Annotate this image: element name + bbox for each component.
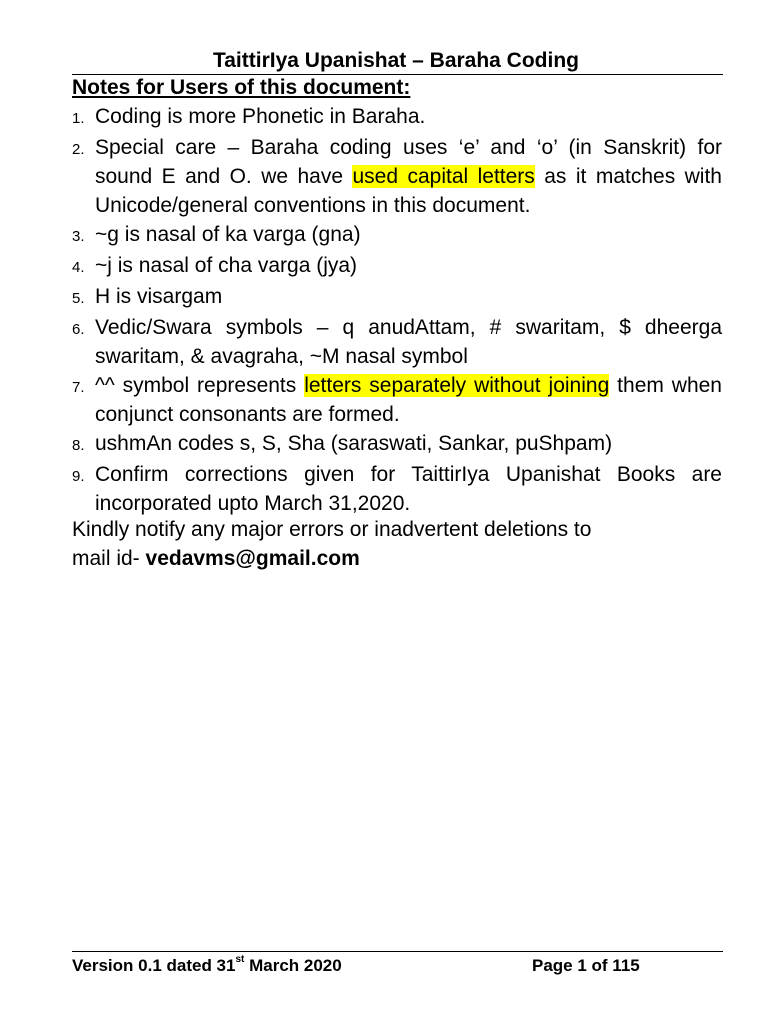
note-text-segment: ~g is nasal of ka varga (gna) bbox=[95, 223, 361, 246]
note-number: 3. bbox=[72, 228, 85, 245]
note-item bbox=[72, 282, 722, 313]
note-number: 6. bbox=[72, 321, 85, 338]
note-text bbox=[95, 251, 722, 280]
note-item bbox=[72, 102, 722, 133]
footer-version-month: March 2020 bbox=[244, 956, 342, 975]
note-number: 2. bbox=[72, 141, 85, 158]
highlighted-text: used capital letters bbox=[352, 165, 535, 188]
note-text-segment: ~j is nasal of cha varga (jya) bbox=[95, 254, 358, 277]
note-text bbox=[95, 429, 722, 458]
note-text-segment: Vedic/Swara symbols – q anudAttam, # swaritam, $ dheerga swaritam, & avagraha, ~M nasal symbol bbox=[95, 316, 722, 368]
footer-page-number: Page 1 of 115 bbox=[532, 956, 640, 975]
contact-line-2 bbox=[72, 544, 732, 573]
mail-id-label: mail id- bbox=[72, 547, 146, 570]
contact-line-1: Kindly notify any major errors or inadvertent deletions to bbox=[72, 518, 592, 541]
note-item bbox=[72, 220, 722, 251]
note-text bbox=[95, 220, 722, 249]
notes-heading: Notes for Users of this document: bbox=[72, 76, 411, 99]
note-text-segment: Confirm corrections given for TaittirIya Upanishat Books are incorporated upto March 31,2020. bbox=[95, 463, 722, 515]
note-text bbox=[95, 371, 722, 429]
note-item bbox=[72, 251, 722, 282]
note-item bbox=[72, 371, 722, 429]
note-text bbox=[95, 133, 722, 220]
note-item bbox=[72, 460, 722, 518]
note-number: 7. bbox=[72, 379, 85, 396]
note-text-segment: H is visargam bbox=[95, 285, 223, 308]
footer-version-ordinal: st bbox=[235, 954, 245, 966]
page-title: TaittirIya Upanishat – Baraha Coding bbox=[212, 49, 579, 72]
note-item bbox=[72, 429, 722, 460]
note-number: 4. bbox=[72, 259, 85, 276]
note-number: 1. bbox=[72, 110, 85, 127]
note-text bbox=[95, 102, 722, 131]
note-text bbox=[95, 460, 722, 518]
note-text-segment: Coding is more Phonetic in Baraha. bbox=[95, 105, 426, 128]
footer-version bbox=[72, 954, 342, 978]
footer-divider bbox=[72, 951, 723, 952]
note-text-segment: ushmAn codes s, S, Sha (saraswati, Sankar, puShpam) bbox=[95, 432, 613, 455]
note-text-segment: them when conjunct consonants are formed. bbox=[95, 374, 722, 426]
note-number: 5. bbox=[72, 290, 85, 307]
notes-list bbox=[72, 102, 722, 518]
footer-version-text: Version 0.1 dated 31 bbox=[72, 956, 236, 975]
note-text bbox=[95, 282, 722, 311]
note-item bbox=[72, 133, 722, 220]
note-text-segment: Special care – Baraha coding uses ‘e’ and ‘o’ (in Sanskrit) for sound E and O. we have bbox=[95, 136, 722, 188]
highlighted-text: letters separately without joining bbox=[304, 374, 610, 397]
email-address: vedavms@gmail.com bbox=[145, 547, 360, 570]
note-text-segment: ^^ symbol represents bbox=[95, 374, 305, 397]
note-number: 9. bbox=[72, 468, 85, 485]
note-text-segment: as it matches with Unicode/general conventions in this document. bbox=[95, 165, 722, 217]
note-text bbox=[95, 313, 722, 371]
note-number: 8. bbox=[72, 437, 85, 454]
contact-paragraph bbox=[72, 515, 732, 573]
note-item bbox=[72, 313, 722, 371]
